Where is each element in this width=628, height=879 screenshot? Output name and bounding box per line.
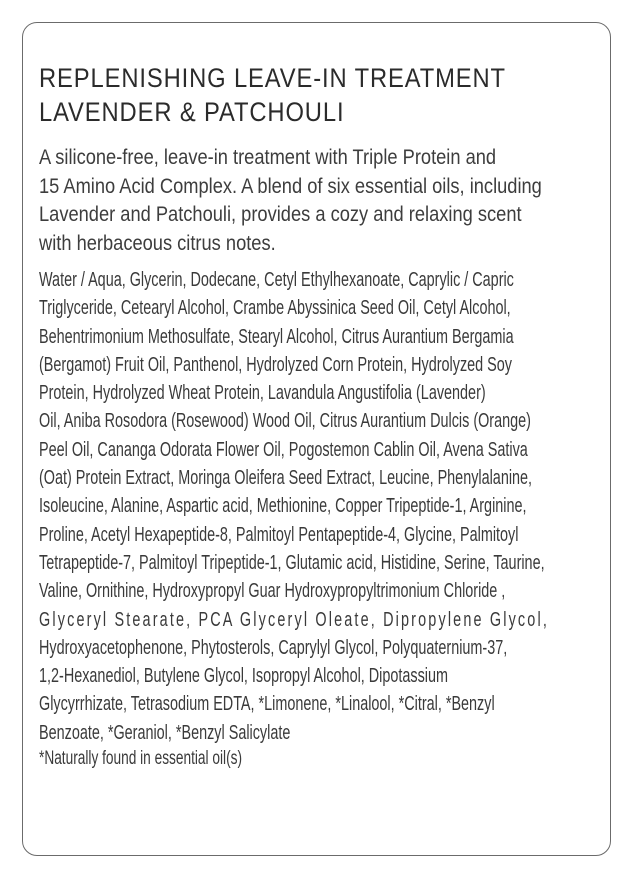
ingredients-line: Valine, Ornithine, Hydroxypropyl Guar Hydroxypropyltrimonium Chloride , bbox=[39, 580, 506, 603]
product-description-line: A silicone-free, leave-in treatment with Triple Protein and bbox=[39, 145, 497, 169]
product-label-card bbox=[22, 22, 611, 856]
product-description bbox=[39, 143, 596, 257]
ingredients-line: Triglyceride, Cetearyl Alcohol, Crambe Abyssinica Seed Oil, Cetyl Alcohol, bbox=[39, 297, 511, 320]
ingredients-line: Oil, Aniba Rosodora (Rosewood) Wood Oil, Citrus Aurantium Dulcis (Orange) bbox=[39, 410, 531, 433]
ingredients-line: Tetrapeptide-7, Palmitoyl Tripeptide-1, Glutamic acid, Histidine, Serine, Taurine, bbox=[39, 551, 545, 574]
ingredients-line: Isoleucine, Alanine, Aspartic acid, Methionine, Copper Tripeptide-1, Arginine, bbox=[39, 495, 527, 518]
ingredients-line: Proline, Acetyl Hexapeptide-8, Palmitoyl Pentapeptide-4, Glycine, Palmitoyl bbox=[39, 523, 519, 546]
ingredients-line: Behentrimonium Methosulfate, Stearyl Alcohol, Citrus Aurantium Bergamia bbox=[39, 325, 514, 348]
ingredients-line: Hydroxyacetophenone, Phytosterols, Caprylyl Glycol, Polyquaternium-37, bbox=[39, 636, 508, 659]
product-title bbox=[39, 61, 596, 129]
ingredients-line: Water / Aqua, Glycerin, Dodecane, Cetyl Ethylhexanoate, Caprylic / Capric bbox=[39, 269, 514, 291]
ingredients-line: Glyceryl Stearate, PCA Glyceryl Oleate, Dipropylene Glycol, bbox=[39, 608, 549, 631]
product-title-line-1: REPLENISHING LEAVE-IN TREATMENT bbox=[39, 63, 506, 93]
product-title-line-2: LAVENDER & PATCHOULI bbox=[39, 97, 345, 127]
ingredients-line: (Oat) Protein Extract, Moringa Oleifera Seed Extract, Leucine, Phenylalanine, bbox=[39, 467, 533, 490]
ingredients-line: Protein, Hydrolyzed Wheat Protein, Lavandula Angustifolia (Lavender) bbox=[39, 382, 486, 405]
product-description-line: with herbaceous citrus notes. bbox=[39, 230, 276, 255]
ingredients-line: Peel Oil, Cananga Odorata Flower Oil, Pogostemon Cablin Oil, Avena Sativa bbox=[39, 438, 528, 461]
product-description-line: 15 Amino Acid Complex. A blend of six essential oils, including bbox=[39, 173, 542, 198]
ingredients-list bbox=[39, 266, 596, 747]
ingredients-line: Benzoate, *Geraniol, *Benzyl Salicylate bbox=[39, 721, 291, 744]
ingredients-line: Glycyrrhizate, Tetrasodium EDTA, *Limonene, *Linalool, *Citral, *Benzyl bbox=[39, 693, 495, 716]
ingredients-line: 1,2-Hexanediol, Butylene Glycol, Isopropyl Alcohol, Dipotassium bbox=[39, 665, 449, 688]
essential-oils-footnote: *Naturally found in essential oil(s) bbox=[39, 748, 243, 770]
ingredients-line: (Bergamot) Fruit Oil, Panthenol, Hydrolyzed Corn Protein, Hydrolyzed Soy bbox=[39, 353, 512, 376]
product-description-line: Lavender and Patchouli, provides a cozy and relaxing scent bbox=[39, 202, 522, 226]
